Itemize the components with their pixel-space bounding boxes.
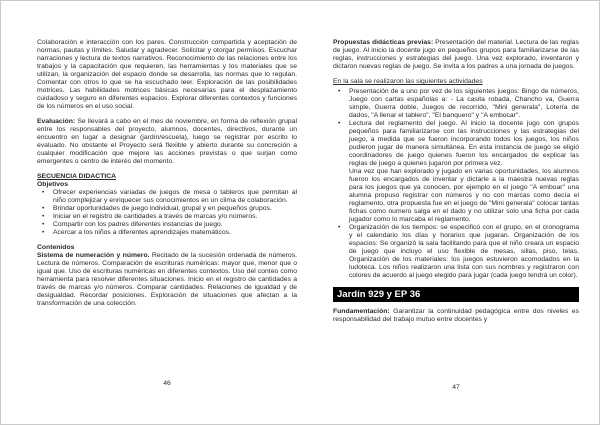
list-item-text: • Lectura del reglamento del juego. Al inicio la docente jugo con grupos pequeños para familiarizarse con las instrucciones y las estrategias del juego, a medida que se fueron incorporando todos los juegos, los niños pudieron jugar de manera simultánea. En esta instancia de juego se eligió coordinadores de juego quienes fueron los encargados de explicar las reglas de juego a quienes jugaron por primera vez.	[349, 120, 579, 167]
heading-jardin-929-ep36: Jardín 929 y EP 36	[333, 287, 579, 302]
evaluacion-label: Evaluación:	[37, 118, 76, 125]
fundamentacion-text: Garantizar la continuidad pedagógica entre dos niveles es responsabilidad del trabajo mutuo entre docentes y	[333, 308, 579, 323]
actividades-list	[333, 88, 579, 280]
list-item	[37, 221, 297, 229]
list-item	[37, 189, 297, 205]
page-number-left: 46	[163, 380, 171, 387]
page-number-right: 47	[452, 384, 460, 391]
paragraph-propuestas	[333, 39, 579, 71]
list-item-continuation: Una vez que han explorado y jugado en varias oportunidades, los alumnos fueron los encargados de inventar y dictarle a la maestra nuevas reglas para los juegos que ya conocen, por ejemplo en el juego "A emboar" una alumna propuso registrar con números y no con marcas como decía el reglamento, otra propuesta fue en el juego de "Mini generala" colocar tantas fichas como numero salga en el dado y no utilizar solo una ficha por cada jugador como lo marcaba el reglamento.	[349, 168, 579, 223]
list-item-text: Acercar a los niños a diferentes aprendizajes matemáticos.	[53, 229, 231, 236]
list-item	[37, 229, 297, 237]
list-item	[333, 88, 579, 120]
paragraph-colaboracion: Colaboración e interacción con los pares. Construcción compartida y aceptación de normas, pautas y límites. Saludar y agradecer. Solicitar y otorgar permisos. Escuchar narraciones y lectura de textos narrativos. Reconocimiento de las relaciones entre los trabajos y la capacitación que requieren, las herramientas y los materiales que se utilizan, la organización del espacio donde se desarrolla, las normas que lo regulan. Comentar con otros lo que se ha escuchado leer. Exploración de las posibilidades motrices. Las habilidades motrices básicas necesarias para el desplazamiento cuidadoso y seguro en diferentes espacios. Explorar diferentes contextos y funciones de los números en el uso social.	[37, 39, 297, 110]
list-item-text: Compartir con los padres diferentes instancias de juego.	[53, 221, 223, 228]
heading-actividades: En la sala se realizaron las siguientes actividades	[333, 78, 483, 85]
fundamentacion-label: Fundamentación:	[333, 308, 390, 315]
list-item-text: Ofrecer experiencias variadas de juegos de mesa o tableros que permitan al niño complejizar y enriquecer sus conocimientos en un clima de colaboración.	[53, 189, 297, 204]
propuestas-text: Presentación del material. Lectura de las reglas de juego. Al inicio la docente jugo en pequeños grupos para familiarizarse de las reglas, instrucciones y estrategias del juego. Una vez explorado, inventaron y dictaron nuevas reglas de juego. Se invita a los padres a una jornada de juegos.	[333, 39, 579, 70]
list-item-text: • Presentación de a uno por vez de los siguientes juegos: Bingo de números, Juego con cartas españolas a: - La casita robada, Chancho va, Guerra simple, Guerra doble, Juegos de recorrido, "Mini generala", Lotería de dados, "A llenar el tablero", "El banquero" y "A embocar".	[349, 88, 579, 119]
contenidos-text: Recitado de la sucesión ordenada de números. Lectura de números. Comparación de escrituras numéricas: mayor que, menor que o igual que. Uso de escrituras numéricas en diferentes contextos. Uso del conteo como herramienta para resolver diferentes situaciones. Inicio en el registro de cantidades a través de marcas y/o números. Comparar cantidades. Relaciones de igualdad y de desigualdad. Recordar posiciones. Exploración de situaciones que afectan a la transformación de una colección.	[37, 252, 297, 307]
heading-contenidos: Contenidos	[37, 244, 75, 251]
list-item-text: Brindar oportunidades de juego individual, grupal y en pequeños grupos.	[53, 205, 272, 212]
page-right	[333, 39, 579, 331]
list-item-text: • Organización de los tiempos: se especificó con el grupo, en el cronograma y el calendario los días y horarios que jugaran. Organización de los espacios: Se organizó la sala facilitando para que el niño creara un espacio de juego que incluyo el uso flexible de mesas, sillas, piso, telas. Organización de los materiales: los juegos estuvieron acomodados en la ludoteca. Los niños realizaron una lista con sus nombres y registraron con colores de acuerdo al juego elegido para jugar (cada juego tendrá un color).	[349, 224, 579, 279]
list-item	[333, 224, 579, 280]
evaluacion-text: Se llevará a cabo en el mes de noviembre, en forma de reflexión grupal entre los responsables del proyecto, alumnos, docentes, directivos, durante un encuentro en lugar a designar (jardín/escuela), luego se registrar por escrito lo evaluado. No obstante el Proyecto será flexible y abierto durante su concreción a cualquier modificación que mejore las acciones previstas o que surjan como emergentes o centro de interés del momento.	[37, 118, 297, 165]
list-item	[37, 205, 297, 213]
propuestas-label: Propuestas didácticas previas:	[333, 39, 434, 46]
objetivos-list	[37, 189, 297, 237]
list-item	[37, 213, 297, 221]
list-item	[333, 120, 579, 224]
paragraph-evaluacion	[37, 118, 297, 166]
contenidos-lead: Sistema de numeración y número.	[37, 252, 150, 259]
heading-objetivos: Objetivos	[37, 181, 68, 188]
paragraph-fundamentacion	[333, 308, 579, 324]
heading-secuencia-didactica: SECUENCIA DIDACTICA	[37, 173, 117, 180]
paragraph-contenidos	[37, 252, 297, 308]
page-left	[37, 39, 297, 315]
list-item-text: Iniciar en el registro de cantidades a través de marcas y/o números.	[53, 213, 258, 220]
